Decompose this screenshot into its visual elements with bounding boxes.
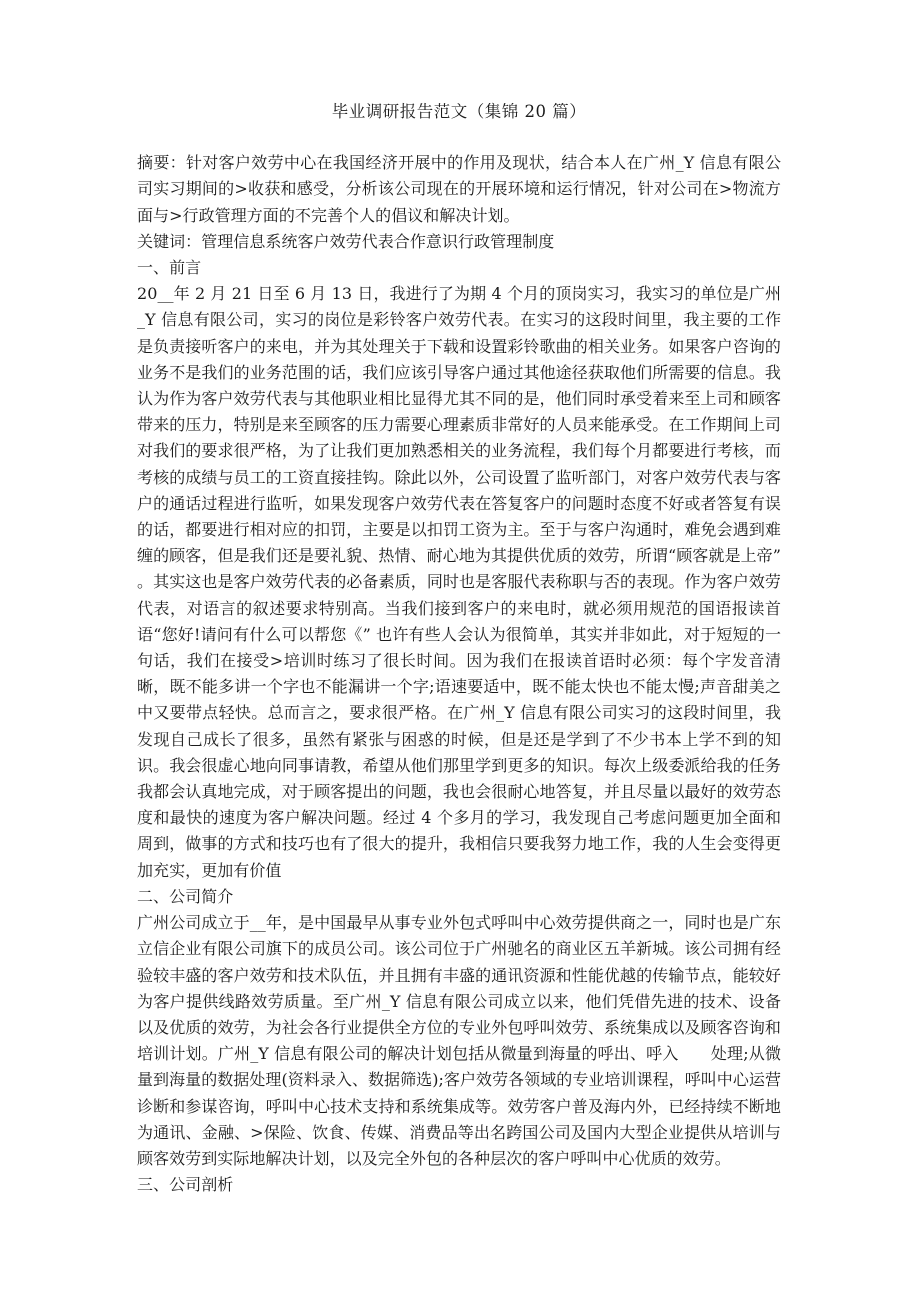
body-paragraph-foreword: 20__年 2 月 21 日至 6 月 13 日，我进行了为期 4 个月的顶岗实习，我实习的单位是广州_Y 信息有限公司，实习的岗位是彩铃客户效劳代表。在实习的这段时间里，我主要的工作是负责接听客户的来电，并为其处理关于下载和设置彩铃歌曲的相关业务。如果客户咨询的业务不是我们的业务范围的话，我们应该引导客户通过其他途径获取他们所需要的信息。我认为作为客户效劳代表与其他职业相比显得尤其不同的是，他们同时承受着来至上司和顾客带来的压力，特别是来至顾客的压力需要心理素质非常好的人员来能承受。在工作期间上司对我们的要求很严格，为了让我们更加熟悉相关的业务流程，我们每个月都要进行考核，而考核的成绩与员工的工资直接挂钩。除此以外，公司设置了监听部门，对客户效劳代表与客户的通话过程进行监听，如果发现客户效劳代表在答复客户的问题时态度不好或者答复有误的话，都要进行相对应的扣罚，主要是以扣罚工资为主。至于与客户沟通时，难免会遇到难缠的顾客，但是我们还是要礼貌、热情、耐心地为其提供优质的效劳，所谓“顾客就是上帝” 。其实这也是客户效劳代表的必备素质，同时也是客服代表称职与否的表现。作为客户效劳代表，对语言的叙述要求特别高。当我们接到客户的来电时，就必须用规范的国语报读首语“您好!请问有什么可以帮您《” 也许有些人会认为很简单，其实并非如此，对于短短的一句话，我们在接受>培训时练习了很长时间。因为我们在报读首语时必须：每个字发音清晰，既不能多讲一个字也不能漏讲一个字;语速要适中，既不能太快也不能太慢;声音甜美之中又要带点轻快。总而言之，要求很严格。在广州_Y 信息有限公司实习的这段时间里，我发现自己成长了很多，虽然有紧张与困惑的时候，但是还是学到了不少书本上学不到的知识。我会很虚心地向同事请教，希望从他们那里学到更多的知识。每次上级委派给我的任务我都会认真地完成，对于顾客提出的问题，我也会很耐心地答复，并且尽量以最好的效劳态度和最快的速度为客户解决问题。经过 4 个多月的学习，我发现自己考虑问题更加全面和周到，做事的方式和技巧也有了很大的提升，我相信只要我努力地工作，我的人生会变得更加充实，更加有价值 (137, 284, 781, 880)
section-heading-company-analysis: 三、公司剖析 (137, 1175, 234, 1195)
section-heading-company-intro: 二、公司简介 (137, 886, 234, 906)
abstract-paragraph: 摘要：针对客户效劳中心在我国经济开展中的作用及现状，结合本人在广州_Y 信息有限公司实习期间的>收获和感受，分析该公司现在的开展环境和运行情况，针对公司在>物流方面与>行政管理方面的不完善个人的倡议和解决计划。 (137, 153, 781, 225)
section-heading-foreword: 一、前言 (137, 258, 202, 278)
keywords-line: 关键词：管理信息系统客户效劳代表合作意识行政管理制度 (137, 231, 555, 251)
body-paragraph-company-intro: 广州公司成立于__年，是中国最早从事专业外包式呼叫中心效劳提供商之一，同时也是广东立信企业有限公司旗下的成员公司。该公司位于广州驰名的商业区五羊新城。该公司拥有经验较丰盛的客户效劳和技术队伍，并且拥有丰盛的通讯资源和性能优越的传输节点，能较好为客户提供线路效劳质量。至广州_Y 信息有限公司成立以来，他们凭借先进的技术、设备以及优质的效劳，为社会各行业提供全方位的专业外包呼叫效劳、系统集成以及顾客咨询和培训计划。广州_Y 信息有限公司的解决计划包括从微量到海量的呼出、呼入 处理;从微量到海量的数据处理(资料录入、数据筛选);客户效劳各领域的专业培训课程，呼叫中心运营诊断和参谋咨询，呼叫中心技术支持和系统集成等。效劳客户普及海内外，已经持续不断地为通讯、金融、>保险、饮食、传媒、消费品等出名跨国公司及国内大型企业提供从培训与顾客效劳到实际地解决计划，以及完全外包的各种层次的客户呼叫中心优质的效劳。 (137, 913, 781, 1168)
document-title: 毕业调研报告范文（集锦 20 篇） (331, 102, 587, 121)
